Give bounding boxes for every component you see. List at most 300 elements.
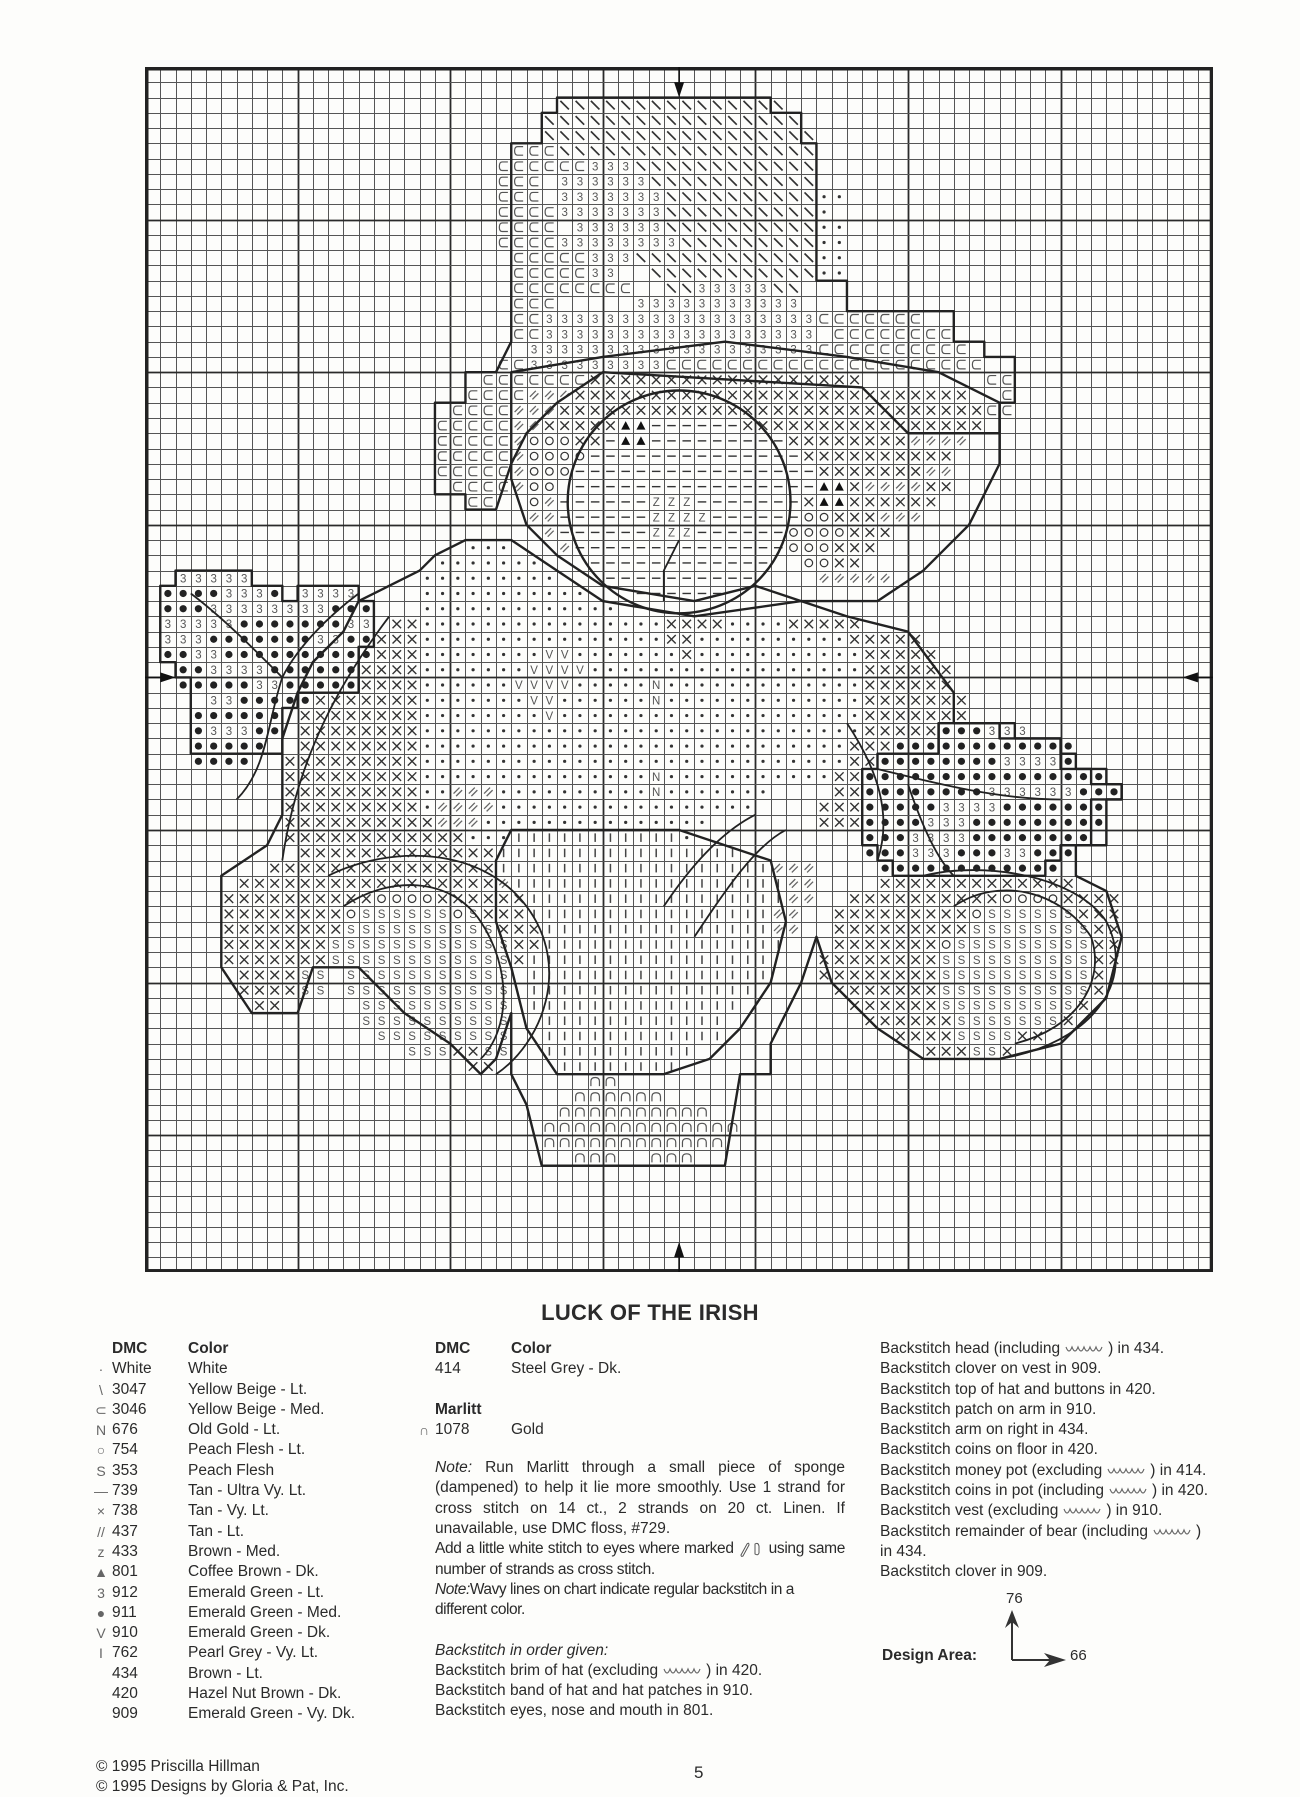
dmc-code: 739 bbox=[112, 1482, 138, 1500]
color-key-row bbox=[90, 1623, 430, 1643]
svg-text:S: S bbox=[362, 954, 371, 967]
wavy-line-icon bbox=[1152, 1526, 1192, 1538]
note-marlitt bbox=[435, 1458, 845, 1539]
svg-text:3: 3 bbox=[1019, 726, 1026, 739]
color-name: Steel Grey - Dk. bbox=[511, 1360, 622, 1378]
svg-text:3: 3 bbox=[546, 313, 553, 326]
svg-text:S: S bbox=[988, 909, 996, 922]
c-symbol-icon: ⊂ bbox=[95, 1401, 107, 1418]
svg-text:S: S bbox=[438, 1015, 447, 1028]
svg-text:S: S bbox=[1049, 924, 1057, 937]
svg-text:3: 3 bbox=[759, 298, 767, 311]
dmc-code: 353 bbox=[112, 1461, 138, 1479]
svg-text:3: 3 bbox=[546, 344, 553, 357]
svg-text:3: 3 bbox=[744, 329, 751, 342]
svg-text:3: 3 bbox=[607, 237, 614, 250]
svg-text:3: 3 bbox=[653, 344, 660, 357]
svg-text:3: 3 bbox=[332, 588, 339, 601]
color-name: Emerald Green - Med. bbox=[188, 1603, 342, 1621]
dash-symbol-icon: — bbox=[94, 1483, 108, 1500]
svg-text:S: S bbox=[392, 954, 401, 967]
svg-text:S: S bbox=[1049, 909, 1057, 922]
pot-handle bbox=[664, 815, 756, 907]
svg-text:3: 3 bbox=[1003, 848, 1011, 861]
svg-text:S: S bbox=[499, 1031, 508, 1044]
svg-text:S: S bbox=[1079, 970, 1088, 983]
svg-text:S: S bbox=[484, 939, 493, 952]
svg-text:S: S bbox=[392, 970, 401, 983]
svg-text:S: S bbox=[1033, 970, 1042, 983]
hat-side-dots-region bbox=[822, 195, 840, 274]
color-name: White bbox=[188, 1360, 228, 1378]
coins-region bbox=[545, 1078, 737, 1163]
svg-text:3: 3 bbox=[622, 313, 629, 326]
svg-text:3: 3 bbox=[591, 222, 599, 235]
svg-text:3: 3 bbox=[790, 344, 797, 357]
svg-text:3: 3 bbox=[225, 603, 233, 616]
svg-text:S: S bbox=[1033, 1015, 1042, 1028]
copyright-line-1: © 1995 Priscilla Hillman bbox=[96, 1758, 260, 1775]
svg-text:S: S bbox=[347, 970, 355, 983]
svg-text:3: 3 bbox=[607, 313, 614, 326]
svg-text:3: 3 bbox=[210, 726, 217, 739]
svg-text:S: S bbox=[1049, 1000, 1057, 1013]
blank-icon bbox=[90, 1684, 112, 1704]
svg-text:3: 3 bbox=[1019, 848, 1026, 861]
svg-text:3: 3 bbox=[942, 832, 950, 845]
svg-text:S: S bbox=[1079, 954, 1088, 967]
svg-text:S: S bbox=[957, 970, 966, 983]
svg-text:S: S bbox=[408, 924, 416, 937]
svg-text:S: S bbox=[957, 1000, 966, 1013]
svg-text:S: S bbox=[347, 985, 355, 998]
svg-text:S: S bbox=[972, 1000, 981, 1013]
svg-text:3: 3 bbox=[698, 329, 706, 342]
svg-text:3: 3 bbox=[683, 298, 690, 311]
svg-text:3: 3 bbox=[1019, 756, 1026, 769]
svg-text:S: S bbox=[377, 1031, 386, 1044]
svg-text:3: 3 bbox=[576, 344, 584, 357]
svg-text:3: 3 bbox=[546, 359, 553, 372]
svg-text:3: 3 bbox=[1049, 756, 1057, 769]
svg-text:S: S bbox=[1033, 954, 1042, 967]
color-name: Pearl Grey - Vy. Lt. bbox=[188, 1644, 319, 1662]
svg-text:S: S bbox=[423, 939, 432, 952]
svg-text:S: S bbox=[347, 939, 355, 952]
svg-text:S: S bbox=[362, 924, 371, 937]
marlitt-code: 1078 bbox=[435, 1420, 470, 1438]
pattern-title: LUCK OF THE IRISH bbox=[541, 1300, 759, 1325]
svg-text:V: V bbox=[515, 680, 523, 693]
svg-text:S: S bbox=[1049, 1015, 1057, 1028]
svg-text:S: S bbox=[988, 1046, 996, 1059]
svg-text:3: 3 bbox=[225, 664, 233, 677]
svg-text:S: S bbox=[408, 1015, 416, 1028]
svg-text:3: 3 bbox=[622, 222, 629, 235]
svg-text:S: S bbox=[1003, 1031, 1012, 1044]
svg-text:S: S bbox=[499, 970, 508, 983]
svg-text:S: S bbox=[301, 970, 310, 983]
dmc-code: 910 bbox=[112, 1624, 138, 1642]
color-name: Tan - Vy. Lt. bbox=[188, 1502, 269, 1520]
svg-text:3: 3 bbox=[607, 222, 614, 235]
svg-text:S: S bbox=[484, 954, 493, 967]
svg-text:3: 3 bbox=[912, 832, 919, 845]
svg-text:S: S bbox=[408, 1046, 416, 1059]
svg-text:3: 3 bbox=[576, 191, 584, 204]
svg-text:3: 3 bbox=[622, 161, 629, 174]
design-height: 76 bbox=[1006, 1590, 1023, 1607]
wavy-line-icon bbox=[662, 1665, 702, 1677]
svg-text:3: 3 bbox=[256, 664, 263, 677]
svg-text:3: 3 bbox=[210, 649, 217, 662]
svg-text:3: 3 bbox=[988, 787, 996, 800]
svg-text:3: 3 bbox=[576, 313, 584, 326]
svg-text:3: 3 bbox=[759, 283, 767, 296]
copyright bbox=[96, 1757, 349, 1797]
dmc-code: 754 bbox=[112, 1441, 138, 1459]
backstitch-step: Backstitch brim of hat (excluding ) in 420. bbox=[435, 1661, 763, 1679]
svg-text:3: 3 bbox=[210, 603, 217, 616]
svg-text:S: S bbox=[423, 1031, 432, 1044]
svg-text:S: S bbox=[972, 939, 981, 952]
svg-text:3: 3 bbox=[744, 298, 751, 311]
svg-text:Z: Z bbox=[652, 497, 660, 510]
marlitt-row bbox=[413, 1420, 845, 1440]
filled-dot-symbol-icon: ● bbox=[96, 1604, 106, 1621]
svg-text:3: 3 bbox=[759, 344, 767, 357]
svg-text:3: 3 bbox=[1019, 787, 1026, 800]
svg-text:3: 3 bbox=[607, 329, 614, 342]
svg-text:S: S bbox=[453, 985, 462, 998]
svg-text:V: V bbox=[576, 664, 584, 677]
svg-text:V: V bbox=[560, 664, 569, 677]
backstitch-step: Backstitch eyes, nose and mouth in 801. bbox=[435, 1702, 714, 1720]
svg-text:S: S bbox=[469, 985, 477, 998]
color-key-header-2 bbox=[435, 1339, 845, 1359]
color-key-header bbox=[90, 1339, 430, 1359]
svg-text:N: N bbox=[652, 680, 661, 693]
svg-text:3: 3 bbox=[622, 191, 629, 204]
svg-text:S: S bbox=[392, 1000, 401, 1013]
svg-text:S: S bbox=[1033, 924, 1042, 937]
svg-text:3: 3 bbox=[240, 573, 248, 586]
svg-text:3: 3 bbox=[607, 207, 614, 220]
svg-text:3: 3 bbox=[805, 329, 813, 342]
svg-text:3: 3 bbox=[653, 222, 660, 235]
color-name: Coffee Brown - Dk. bbox=[188, 1563, 319, 1581]
svg-text:S: S bbox=[423, 1000, 432, 1013]
svg-text:3: 3 bbox=[591, 268, 599, 281]
svg-text:Z: Z bbox=[698, 512, 706, 525]
svg-text:S: S bbox=[484, 1031, 493, 1044]
svg-text:3: 3 bbox=[714, 298, 721, 311]
svg-text:S: S bbox=[438, 939, 447, 952]
svg-text:V: V bbox=[560, 649, 569, 662]
color-name: Tan - Ultra Vy. Lt. bbox=[188, 1482, 307, 1500]
svg-text:S: S bbox=[988, 1031, 996, 1044]
svg-text:3: 3 bbox=[637, 176, 645, 189]
svg-text:S: S bbox=[347, 924, 355, 937]
svg-text:3: 3 bbox=[195, 634, 202, 647]
svg-text:3: 3 bbox=[195, 649, 202, 662]
svg-text:S: S bbox=[453, 939, 462, 952]
dmc-code: 3046 bbox=[112, 1400, 147, 1418]
svg-text:3: 3 bbox=[653, 359, 660, 372]
eyes-text-before: Add a little white stitch to eyes where marked bbox=[435, 1540, 734, 1558]
svg-text:3: 3 bbox=[591, 344, 599, 357]
svg-text:S: S bbox=[377, 954, 386, 967]
color-key-row bbox=[90, 1461, 430, 1481]
svg-text:3: 3 bbox=[576, 237, 584, 250]
svg-text:S: S bbox=[988, 985, 996, 998]
svg-text:S: S bbox=[438, 909, 447, 922]
svg-text:3: 3 bbox=[561, 313, 568, 326]
svg-text:S: S bbox=[988, 924, 996, 937]
svg-text:S: S bbox=[423, 954, 432, 967]
svg-text:3: 3 bbox=[561, 359, 568, 372]
dmc-header: DMC bbox=[112, 1340, 148, 1357]
svg-text:3: 3 bbox=[714, 344, 721, 357]
svg-text:S: S bbox=[453, 954, 462, 967]
svg-text:3: 3 bbox=[530, 344, 538, 357]
svg-text:S: S bbox=[301, 985, 310, 998]
svg-text:3: 3 bbox=[164, 619, 172, 632]
svg-text:S: S bbox=[377, 909, 386, 922]
svg-text:3: 3 bbox=[653, 237, 660, 250]
color-name: Emerald Green - Lt. bbox=[188, 1583, 325, 1601]
svg-text:S: S bbox=[438, 1046, 447, 1059]
design-area bbox=[882, 1590, 1182, 1680]
svg-text:3: 3 bbox=[1003, 787, 1011, 800]
svg-text:Z: Z bbox=[683, 497, 691, 510]
design-area-arrows-icon bbox=[1000, 1608, 1070, 1668]
svg-text:S: S bbox=[1064, 970, 1073, 983]
svg-text:3: 3 bbox=[347, 588, 355, 601]
color-key-row bbox=[90, 1420, 430, 1440]
circle-symbol-icon: ○ bbox=[96, 1442, 106, 1459]
dmc-code: 434 bbox=[112, 1664, 138, 1682]
svg-text:V: V bbox=[545, 664, 554, 677]
svg-text:S: S bbox=[1003, 954, 1012, 967]
svg-text:3: 3 bbox=[1003, 756, 1011, 769]
svg-text:3: 3 bbox=[653, 207, 660, 220]
dmc-code: 911 bbox=[112, 1603, 137, 1621]
svg-text:3: 3 bbox=[607, 191, 614, 204]
svg-text:3: 3 bbox=[225, 726, 233, 739]
backslash-symbol-icon: \ bbox=[99, 1381, 103, 1398]
svg-text:S: S bbox=[423, 1015, 432, 1028]
svg-text:3: 3 bbox=[683, 329, 690, 342]
svg-text:3: 3 bbox=[332, 634, 339, 647]
note-label: Note: bbox=[435, 1580, 470, 1598]
svg-text:3: 3 bbox=[256, 680, 263, 693]
svg-text:S: S bbox=[469, 1015, 477, 1028]
svg-text:3: 3 bbox=[561, 329, 568, 342]
n-symbol-icon: N bbox=[95, 1422, 107, 1439]
svg-text:S: S bbox=[942, 1000, 950, 1013]
svg-text:V: V bbox=[545, 710, 554, 723]
svg-text:3: 3 bbox=[195, 573, 202, 586]
svg-text:S: S bbox=[988, 1015, 996, 1028]
design-area-label: Design Area: bbox=[882, 1647, 978, 1664]
svg-text:3: 3 bbox=[668, 329, 675, 342]
svg-text:S: S bbox=[453, 924, 462, 937]
svg-text:3: 3 bbox=[622, 252, 629, 265]
svg-text:3: 3 bbox=[591, 313, 599, 326]
color-name: Old Gold - Lt. bbox=[188, 1421, 281, 1439]
svg-text:3: 3 bbox=[1034, 756, 1041, 769]
svg-text:3: 3 bbox=[637, 329, 645, 342]
svg-text:3: 3 bbox=[607, 344, 614, 357]
color-key-row bbox=[90, 1440, 430, 1460]
svg-text:3: 3 bbox=[591, 252, 599, 265]
svg-text:S: S bbox=[438, 1000, 447, 1013]
svg-text:S: S bbox=[377, 985, 386, 998]
svg-text:S: S bbox=[408, 985, 416, 998]
svg-text:3: 3 bbox=[698, 313, 706, 326]
color-header: Color bbox=[188, 1340, 229, 1357]
svg-text:S: S bbox=[1018, 985, 1027, 998]
svg-text:3: 3 bbox=[683, 344, 690, 357]
svg-text:3: 3 bbox=[775, 313, 782, 326]
svg-text:3: 3 bbox=[637, 222, 645, 235]
v-symbol-icon: V bbox=[96, 1625, 106, 1642]
svg-text:S: S bbox=[331, 954, 340, 967]
svg-text:S: S bbox=[438, 970, 447, 983]
color-key-left bbox=[90, 1339, 430, 1725]
x-symbol-icon: × bbox=[96, 1503, 106, 1520]
backstitch-step: Backstitch coins in pot (including ) in 420. bbox=[880, 1482, 1209, 1500]
svg-text:3: 3 bbox=[637, 313, 645, 326]
backstitch-step: Backstitch money pot (excluding ) in 414. bbox=[880, 1461, 1207, 1479]
svg-text:3: 3 bbox=[729, 298, 736, 311]
svg-text:3: 3 bbox=[179, 573, 187, 586]
svg-text:3: 3 bbox=[240, 603, 248, 616]
backstitch-instructions bbox=[880, 1339, 1280, 1583]
svg-text:3: 3 bbox=[729, 313, 736, 326]
svg-text:3: 3 bbox=[622, 329, 629, 342]
svg-text:3: 3 bbox=[607, 176, 614, 189]
svg-text:3: 3 bbox=[225, 695, 233, 708]
svg-text:Z: Z bbox=[667, 527, 675, 540]
backstitch-step: Backstitch head (including ) in 434. bbox=[880, 1340, 1165, 1357]
svg-text:S: S bbox=[438, 924, 447, 937]
vest-dots-region bbox=[426, 546, 856, 839]
design-width: 66 bbox=[1070, 1647, 1087, 1664]
backstitch-step: Backstitch patch on arm in 910. bbox=[880, 1400, 1097, 1418]
backstitch-header: Backstitch in order given: bbox=[435, 1641, 609, 1659]
svg-text:Z: Z bbox=[652, 527, 660, 540]
svg-text:S: S bbox=[1079, 939, 1088, 952]
svg-text:3: 3 bbox=[698, 283, 706, 296]
svg-text:S: S bbox=[1003, 909, 1012, 922]
marlitt-header: Marlitt bbox=[435, 1400, 482, 1418]
svg-text:S: S bbox=[484, 1015, 493, 1028]
hat-brim-c-region bbox=[438, 315, 1011, 510]
svg-text:Z: Z bbox=[683, 527, 691, 540]
svg-text:S: S bbox=[1003, 970, 1012, 983]
svg-text:S: S bbox=[1079, 924, 1088, 937]
svg-text:3: 3 bbox=[622, 207, 629, 220]
eye-highlight-mark-icon bbox=[738, 1541, 764, 1557]
svg-text:3: 3 bbox=[286, 603, 294, 616]
dot-symbol-icon: · bbox=[98, 1361, 104, 1378]
svg-text:S: S bbox=[972, 985, 981, 998]
svg-text:S: S bbox=[453, 1015, 462, 1028]
svg-text:N: N bbox=[652, 771, 661, 784]
svg-text:3: 3 bbox=[561, 191, 568, 204]
svg-text:S: S bbox=[1033, 939, 1042, 952]
svg-text:S: S bbox=[972, 954, 981, 967]
svg-text:3: 3 bbox=[576, 329, 584, 342]
svg-text:3: 3 bbox=[195, 619, 202, 632]
svg-text:3: 3 bbox=[576, 176, 584, 189]
svg-text:3: 3 bbox=[714, 283, 721, 296]
svg-text:S: S bbox=[408, 970, 416, 983]
svg-text:3: 3 bbox=[668, 237, 675, 250]
svg-text:S: S bbox=[1018, 1015, 1027, 1028]
svg-text:S: S bbox=[1018, 1000, 1027, 1013]
svg-text:S: S bbox=[1003, 1015, 1012, 1028]
note-eyes bbox=[435, 1539, 845, 1580]
svg-text:3: 3 bbox=[347, 619, 355, 632]
backstitch-step: Backstitch top of hat and buttons in 420. bbox=[880, 1380, 1156, 1398]
backstitch-step: Backstitch clover in 909. bbox=[880, 1563, 1048, 1581]
color-key-row-414 bbox=[435, 1359, 845, 1379]
svg-text:3: 3 bbox=[561, 237, 568, 250]
svg-text:3: 3 bbox=[790, 329, 797, 342]
svg-text:3: 3 bbox=[317, 603, 324, 616]
backstitch-step: Backstitch remainder of bear (including ) bbox=[880, 1522, 1202, 1540]
svg-text:3: 3 bbox=[668, 344, 675, 357]
color-name: Peach Flesh - Lt. bbox=[188, 1441, 306, 1459]
svg-text:3: 3 bbox=[668, 298, 675, 311]
triangle-symbol-icon: ▲ bbox=[94, 1564, 108, 1581]
dmc-code: 420 bbox=[112, 1685, 138, 1703]
svg-text:S: S bbox=[423, 924, 432, 937]
svg-text:3: 3 bbox=[927, 832, 935, 845]
svg-text:3: 3 bbox=[302, 588, 309, 601]
dmc-code: 909 bbox=[112, 1705, 138, 1723]
svg-text:3: 3 bbox=[714, 313, 721, 326]
svg-text:N: N bbox=[652, 787, 661, 800]
svg-text:3: 3 bbox=[1003, 726, 1011, 739]
color-key-row bbox=[90, 1400, 430, 1420]
svg-text:3: 3 bbox=[256, 588, 263, 601]
svg-text:3: 3 bbox=[942, 802, 950, 815]
svg-text:S: S bbox=[469, 1000, 477, 1013]
wavy-line-icon bbox=[1108, 1485, 1148, 1497]
svg-text:N: N bbox=[652, 695, 661, 708]
svg-text:3: 3 bbox=[1034, 787, 1041, 800]
svg-text:3: 3 bbox=[240, 588, 248, 601]
svg-text:3: 3 bbox=[637, 191, 645, 204]
cross-stitch-chart bbox=[145, 67, 1213, 1272]
color-key-row bbox=[90, 1603, 430, 1623]
svg-text:3: 3 bbox=[637, 298, 645, 311]
svg-text:3: 3 bbox=[256, 603, 263, 616]
svg-text:3: 3 bbox=[637, 344, 645, 357]
pattern-grid bbox=[145, 67, 1213, 1272]
svg-text:S: S bbox=[957, 1015, 966, 1028]
svg-text:3: 3 bbox=[622, 344, 629, 357]
backstitch-step: Backstitch band of hat and hat patches in 910. bbox=[435, 1682, 753, 1700]
svg-text:S: S bbox=[316, 985, 325, 998]
svg-text:S: S bbox=[1064, 985, 1073, 998]
svg-text:S: S bbox=[499, 985, 508, 998]
dmc-code: 414 bbox=[435, 1360, 461, 1378]
